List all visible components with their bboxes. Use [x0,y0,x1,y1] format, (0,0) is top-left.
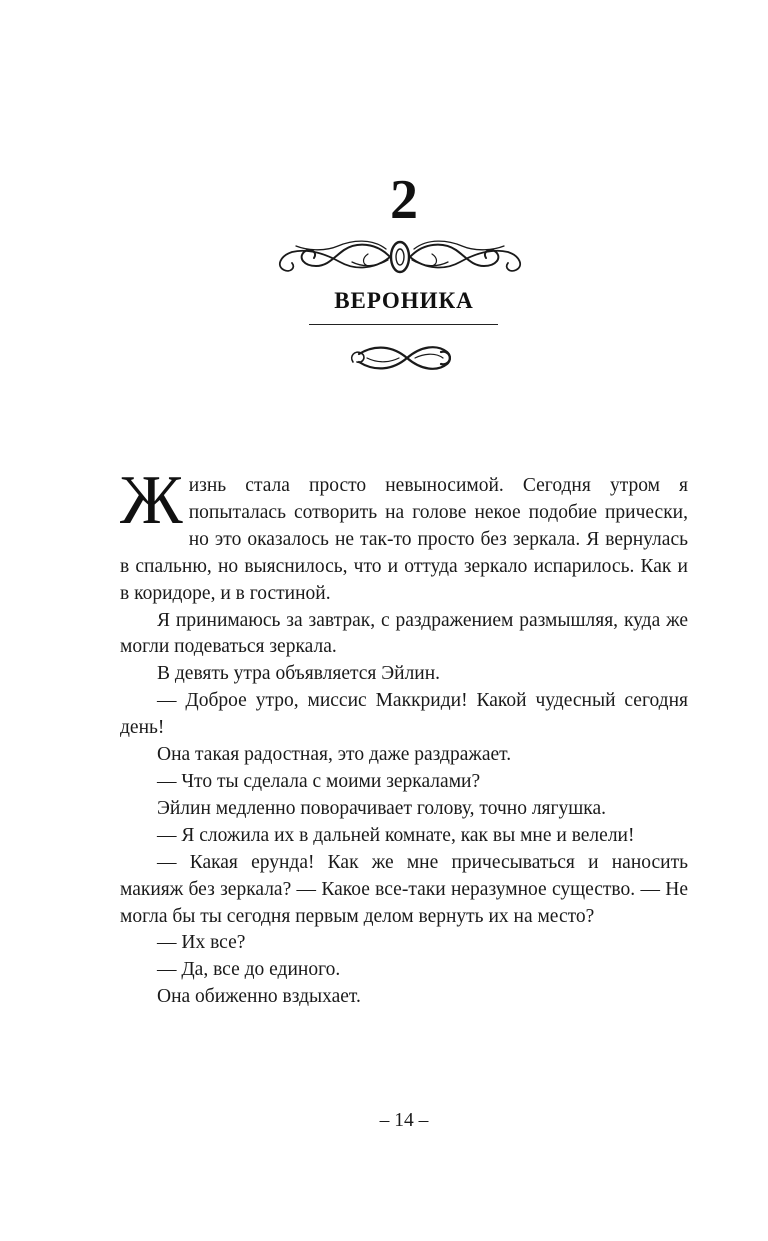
paragraph: Она такая радостная, это даже раздражает. [157,744,512,766]
paragraph: — Их все? [157,932,246,954]
paragraph [120,462,688,608]
chapter-title: ВЕРОНИКА [334,288,474,313]
paragraph-text: изнь стала просто невыносимой. Сегодня утром я попыталась сотворить на голове некое подобие прически, но это оказалось не так-то просто без зеркала. Я вернулась в спальню, но выяснилось, что и оттуда зеркало испарилось. Как и в коридоре, и в гостиной. [120,475,688,604]
chapter-number: 2 [390,169,418,231]
paragraph: — Что ты сделала с моими зеркалами? [157,770,481,792]
paragraph: — Доброе утро, миссис Маккриди! Какой чудесный сегодня день! [120,690,688,739]
chapter-body [120,462,688,1011]
flourish-ornament-icon [268,236,532,278]
paragraph: Эйлин медленно поворачивает голову, точно лягушка. [157,797,606,819]
paragraph: — Да, все до единого. [157,959,341,981]
paragraph: Я принимаюсь за завтрак, с раздражением размышляя, куда же могли подеваться зеркала. [120,609,688,658]
flourish-ornament-icon [345,340,455,376]
paragraph: — Я сложила их в дальней комнате, как вы мне и велели! [157,824,635,846]
page-number: – 14 – [379,1110,429,1131]
title-underline [309,324,498,325]
drop-cap: Ж [120,462,183,539]
paragraph: — Какая ерунда! Как же мне причесываться и наносить макияж без зеркала? — Какое все-таки неразумное существо. — Не могла бы ты сегодня первым делом вернуть их на место? [120,851,688,927]
paragraph: Она обиженно вздыхает. [157,986,361,1008]
paragraph: В девять утра объявляется Эйлин. [157,663,441,685]
